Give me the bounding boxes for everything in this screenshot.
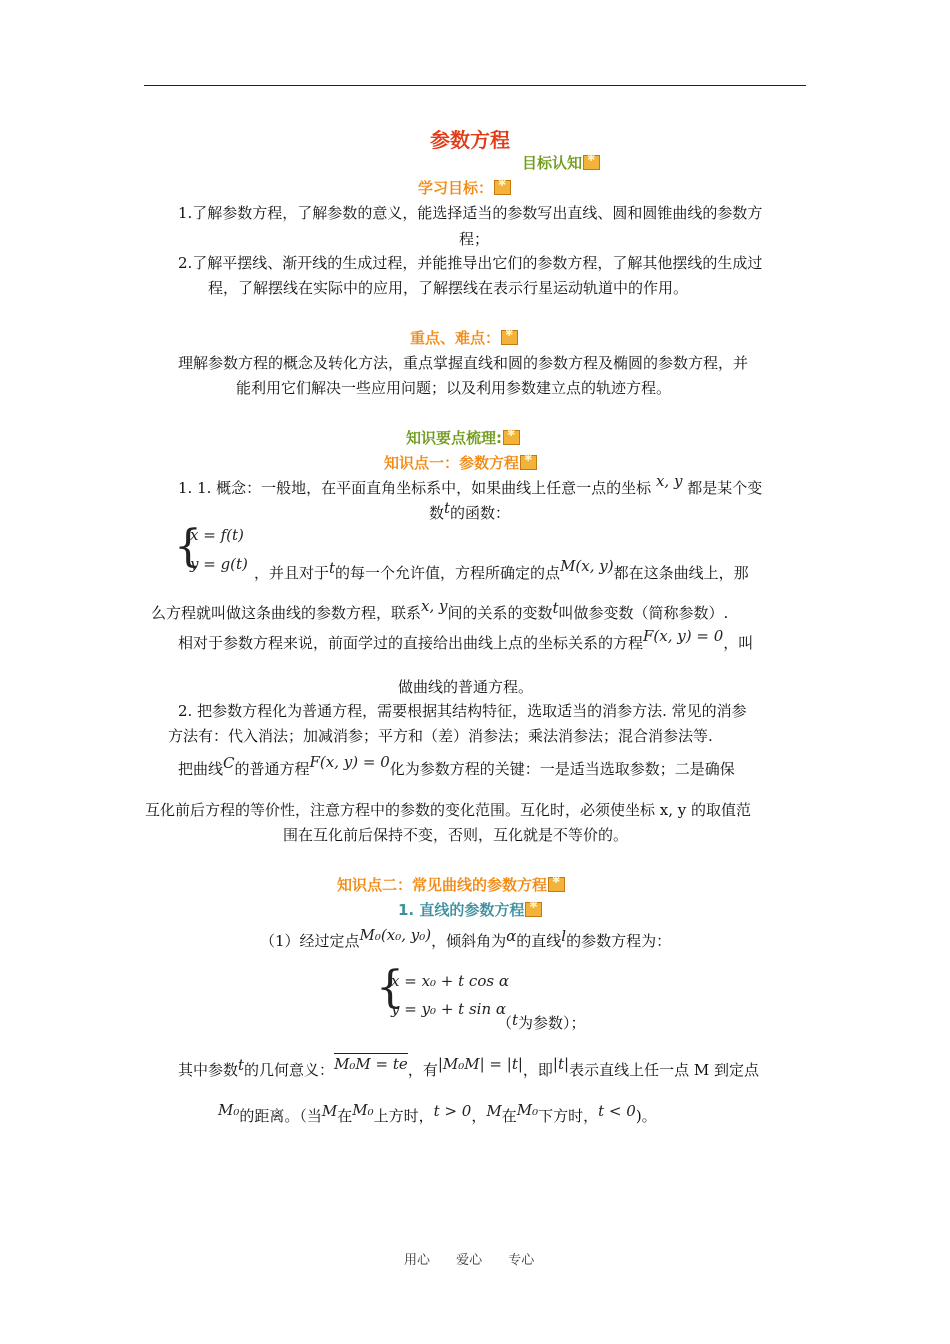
- point2-heading: [337, 874, 565, 895]
- concept-line1: [178, 472, 763, 498]
- concept-line6: 做曲线的普通方程。: [398, 678, 534, 696]
- distance-line: [218, 1101, 657, 1126]
- math-abs-t: |t|: [552, 1055, 570, 1073]
- geometric-meaning: [178, 1055, 759, 1080]
- key-heading: [410, 327, 518, 348]
- geo-d: ，即: [522, 1061, 553, 1079]
- math-xy: x, y: [421, 597, 448, 615]
- math-vector-eq: M₀M = te: [334, 1055, 408, 1073]
- line-param-heading-label: 1. 直线的参数方程: [398, 901, 525, 919]
- math-t-neg: t < 0: [598, 1102, 636, 1120]
- note-open: （: [497, 1014, 513, 1032]
- system-x: x = f(t): [190, 526, 244, 544]
- concept-line4-b: 间的关系的变数: [447, 604, 553, 622]
- concept-line3: [254, 557, 749, 583]
- goal-2-line1: 2.了解平摆线、渐开线的生成过程，并能推导出它们的参数方程，了解其他摆线的生成过: [178, 254, 763, 272]
- dist-d: ，: [471, 1107, 487, 1125]
- convert-line3: [178, 753, 735, 779]
- math-m0: M₀: [516, 1101, 539, 1119]
- dist-f: 下方时，: [538, 1107, 599, 1125]
- math-m0: M₀: [352, 1101, 374, 1119]
- line-param-heading: [398, 899, 542, 920]
- knowledge-heading-label: 知识要点梳理:: [406, 429, 502, 447]
- goal-section-heading: [522, 152, 600, 173]
- knowledge-heading: [406, 427, 520, 448]
- concept-line4-a: 么方程就叫做这条曲线的参数方程，联系: [151, 604, 422, 622]
- concept-line5-a: 相对于参数方程来说，前面学过的直接给出曲线上点的坐标关系的方程: [178, 634, 644, 652]
- convert-line3-c: 化为参数方程的关键：一是适当选取参数；二是确保: [389, 760, 735, 778]
- point1-heading-label: 知识点一：参数方程: [384, 454, 520, 472]
- math-m: M: [486, 1102, 502, 1120]
- note-close: 为参数）；: [518, 1014, 586, 1032]
- line-param-note: [497, 1012, 586, 1033]
- goal-1-line1: 1.了解参数方程，了解参数的意义，能选择适当的参数写出直线、圆和圆锥曲线的参数方: [178, 204, 763, 222]
- math-t: t: [444, 499, 451, 517]
- math-t: t: [552, 599, 559, 617]
- convert-line5: 围在互化前后保持不变，否则，互化就是不等价的。: [283, 826, 629, 844]
- page-title: 参数方程: [430, 128, 510, 152]
- dist-b: 在: [337, 1107, 353, 1125]
- dist-g: )。: [635, 1107, 657, 1125]
- line-def-c: 的直线: [516, 932, 562, 950]
- geo-a: 其中参数: [178, 1061, 239, 1079]
- flag-icon: [501, 330, 518, 345]
- key-text-line1: 理解参数方程的概念及转化方法，重点掌握直线和圆的参数方程及椭圆的参数方程，并: [178, 354, 749, 372]
- line-def-d: 的参数方程为：: [566, 932, 672, 950]
- geo-c: ，有: [407, 1061, 438, 1079]
- dist-c: 上方时，: [373, 1107, 434, 1125]
- learning-goal-label: 学习目标：: [418, 179, 494, 197]
- point2-heading-label: 知识点二：常见曲线的参数方程: [337, 876, 548, 894]
- concept-line4-c: 叫做参变数（简称参数）.: [558, 604, 729, 622]
- flag-icon: [525, 902, 542, 917]
- line-def-a: （1）经过定点: [260, 932, 360, 950]
- flag-icon: [494, 180, 511, 195]
- convert-line3-b: 的普通方程: [234, 760, 310, 778]
- concept-line3-c: 都在这条曲线上，那: [613, 564, 749, 582]
- flag-icon: [503, 430, 520, 445]
- flag-icon: [583, 155, 600, 170]
- dist-e: 在: [501, 1107, 517, 1125]
- convert-line1: 2. 把参数方程化为普通方程，需要根据其结构特征，选取适当的消参方法. 常见的消参: [178, 702, 747, 720]
- dist-a: 的距离。（当: [239, 1107, 322, 1125]
- math-point-m: M(x, y): [560, 557, 614, 575]
- math-c: C: [223, 754, 235, 772]
- system-brace: {: [174, 521, 202, 572]
- system-y: y = g(t): [190, 555, 248, 573]
- key-text-line2: 能利用它们解决一些应用问题；以及利用参数建立点的轨迹方程。: [236, 379, 672, 397]
- math-m: M: [321, 1102, 338, 1120]
- math-t: t: [238, 1056, 245, 1074]
- concept-line2-a: 数: [429, 504, 445, 522]
- line-def: [260, 926, 672, 951]
- header-rule: [144, 85, 806, 86]
- page-footer: 用心 爱心 专心: [404, 1253, 535, 1268]
- concept-line3-b: 的每一个允许值，方程所确定的点: [335, 564, 561, 582]
- concept-line1-end: 都是某个变: [687, 479, 763, 497]
- math-m0-point: M₀(x₀, y₀): [359, 926, 432, 944]
- convert-line2: 方法有：代入消法；加减消参；平方和（差）消参法；乘法消参法；混合消参法等.: [168, 727, 713, 745]
- math-m0: M₀: [218, 1101, 240, 1119]
- math-abs-eq: |M₀M| = |t|: [437, 1055, 523, 1073]
- concept-line3-a: ，并且对于: [254, 564, 330, 582]
- math-fxy: F(x, y) = 0: [643, 627, 724, 645]
- goal-2-line2: 程，了解摆线在实际中的应用，了解摆线在表示行星运动轨道中的作用。: [208, 279, 689, 297]
- convert-line4: 互化前后方程的等价性，注意方程中的参数的变化范围。互化时，必须使坐标 x, y 的取值范: [145, 801, 752, 819]
- concept-line5: [178, 627, 754, 653]
- concept-line5-b: ，叫: [723, 634, 754, 652]
- math-alpha: α: [506, 927, 517, 945]
- key-heading-label: 重点、难点：: [410, 329, 501, 347]
- math-l: l: [561, 927, 567, 945]
- math-fxy: F(x, y) = 0: [309, 753, 390, 771]
- math-t-pos: t > 0: [433, 1102, 472, 1120]
- math-xy: x, y: [655, 472, 683, 490]
- learning-goal-heading: [418, 177, 511, 198]
- flag-icon: [520, 455, 537, 470]
- point1-heading: [384, 452, 537, 473]
- geo-e: 表示直线上任一点 M 到定点: [569, 1061, 759, 1079]
- goal-section-label: 目标认知: [522, 154, 583, 172]
- flag-icon: [548, 877, 565, 892]
- geo-b: 的几何意义：: [244, 1061, 335, 1079]
- line-system-brace: {: [376, 962, 404, 1013]
- math-t: t: [512, 1011, 519, 1029]
- concept-line2: [429, 499, 511, 523]
- line-def-b: ，倾斜角为: [431, 932, 507, 950]
- concept-line4: [151, 597, 729, 623]
- line-system-x: x = x₀ + t cos α: [391, 972, 509, 990]
- line-system-y: y = y₀ + t sin α: [391, 1000, 507, 1018]
- math-t: t: [329, 559, 336, 577]
- concept-line2-b: 的函数：: [450, 504, 511, 522]
- concept-line1-text: 1. 1. 概念：一般地，在平面直角坐标系中，如果曲线上任意一点的坐标: [178, 479, 652, 497]
- convert-line3-a: 把曲线: [178, 760, 224, 778]
- goal-1-line2: 程；: [459, 230, 490, 248]
